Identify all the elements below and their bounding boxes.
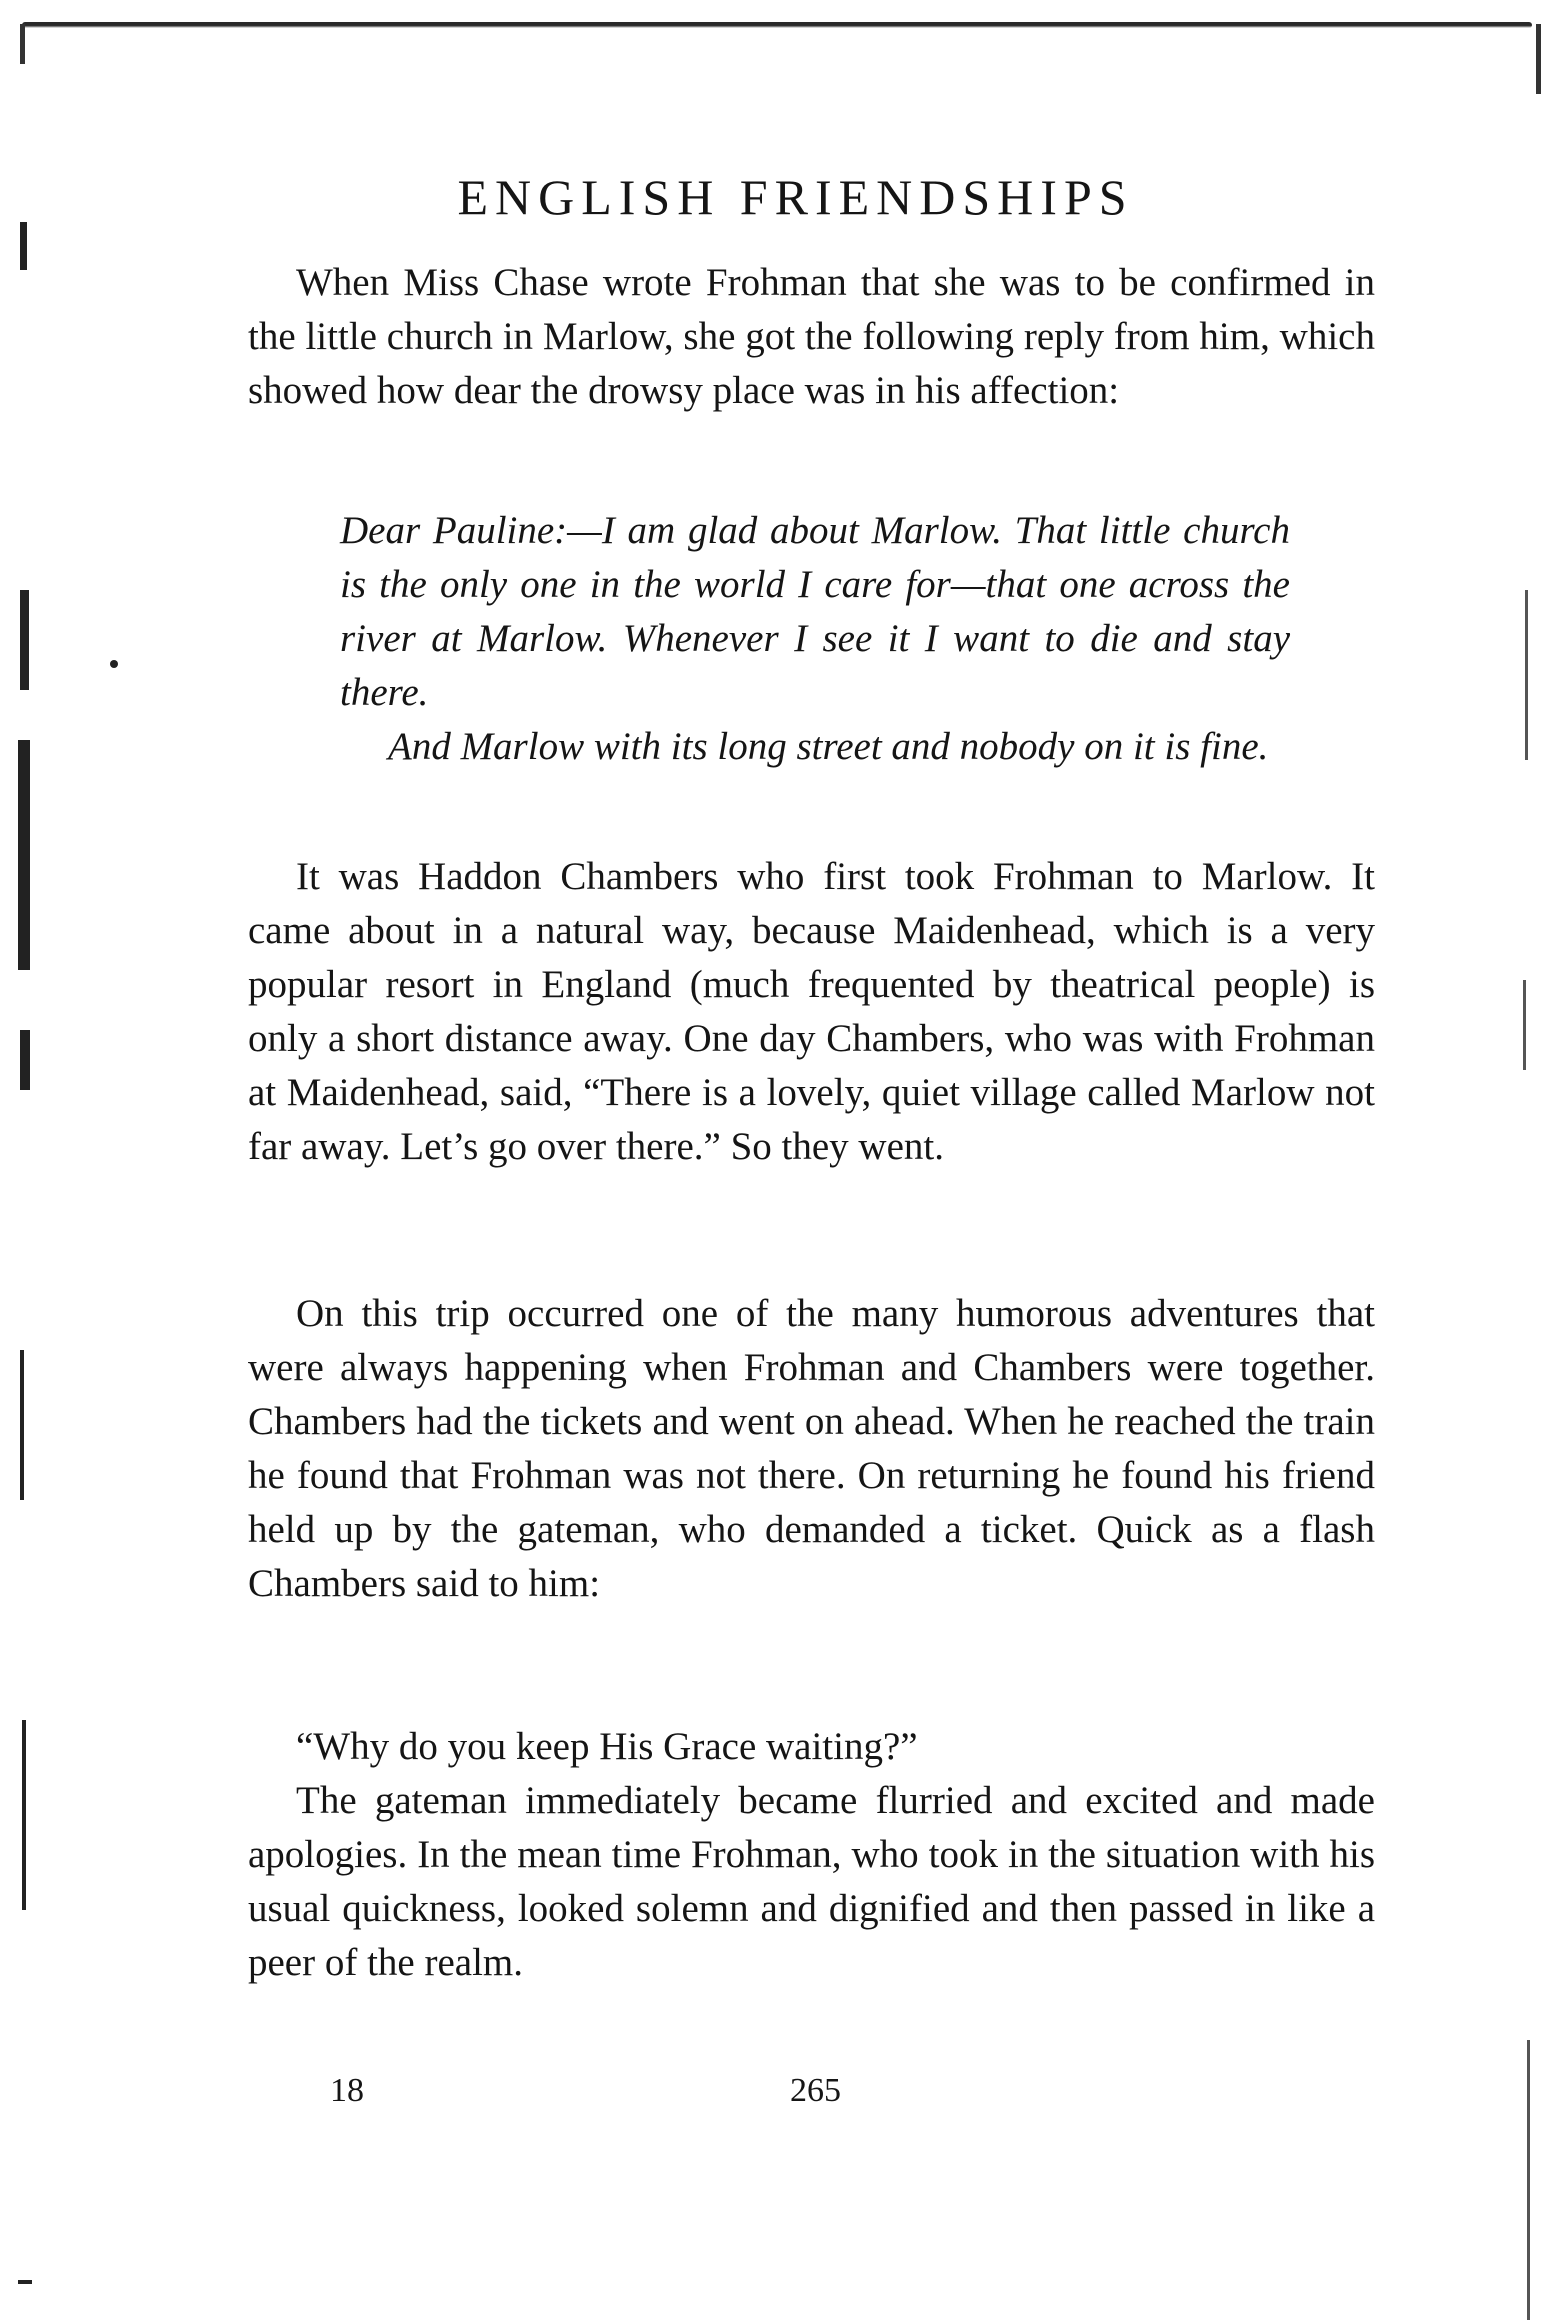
right-margin-rule [1527, 2040, 1530, 2320]
signature-mark: 18 [330, 2072, 364, 2109]
paragraph: On this trip occurred one of the many humorous adventures that were always happening when Frohman and Chambers were together. Chambers had the tickets and went on ahead. When he reached the train he found that Frohman was not there. On returning he found his friend held up by the gateman, who demanded a ticket. Quick as a flash Chambers said to him: [248, 1292, 1375, 1605]
quoted-letter [340, 504, 1290, 774]
paragraph: It was Haddon Chambers who first took Frohman to Marlow. It came about in a natural way, because Maidenhead, which is a very popular resort in England (much frequented by theatrical people) is only a short distance away. One day Chambers, who was with Frohman at Maidenhead, said, “There is a lovely, quiet village called Marlow not far away. Let’s go over there.” So they went. [248, 855, 1375, 1168]
margin-mark [18, 2280, 32, 2284]
margin-mark [18, 740, 30, 970]
letter-paragraph: Dear Pauline:—I am glad about Marlow. That little church is the only one in the world I care for—that one across the river at Marlow. Whenever I see it I want to die and stay there. [340, 509, 1290, 714]
right-margin-rule [1523, 980, 1526, 1070]
running-head: ENGLISH FRIENDSHIPS [457, 169, 1134, 225]
body-text [248, 1287, 1375, 1611]
page-number: 265 [790, 2072, 841, 2109]
margin-mark [110, 660, 118, 668]
letter-paragraph: And Marlow with its long street and nobody on it is fine. [388, 725, 1269, 768]
dialogue-line: “Why do you keep His Grace waiting?” [296, 1725, 918, 1768]
scan-top-edge [22, 22, 1532, 28]
margin-mark [22, 1720, 26, 1910]
margin-mark [20, 1350, 24, 1500]
margin-mark [20, 222, 27, 270]
body-text [248, 1774, 1375, 1990]
paragraph: The gateman immediately became flurried and excited and made apologies. In the mean time Frohman, who took in the situation with his usual quickness, looked solemn and dignified and then passed in like a peer of the realm. [248, 1779, 1375, 1984]
paragraph: When Miss Chase wrote Frohman that she was to be confirmed in the little church in Marlow, she got the following reply from him, which showed how dear the drowsy place was in his affection: [248, 261, 1375, 412]
scan-right-edge [1536, 24, 1541, 94]
right-margin-rule [1525, 590, 1528, 760]
body-text [248, 850, 1375, 1174]
body-text [248, 256, 1375, 418]
scan-left-edge [20, 24, 25, 64]
margin-mark [20, 590, 29, 690]
body-text [248, 1720, 1375, 1774]
margin-mark [20, 1030, 30, 1090]
